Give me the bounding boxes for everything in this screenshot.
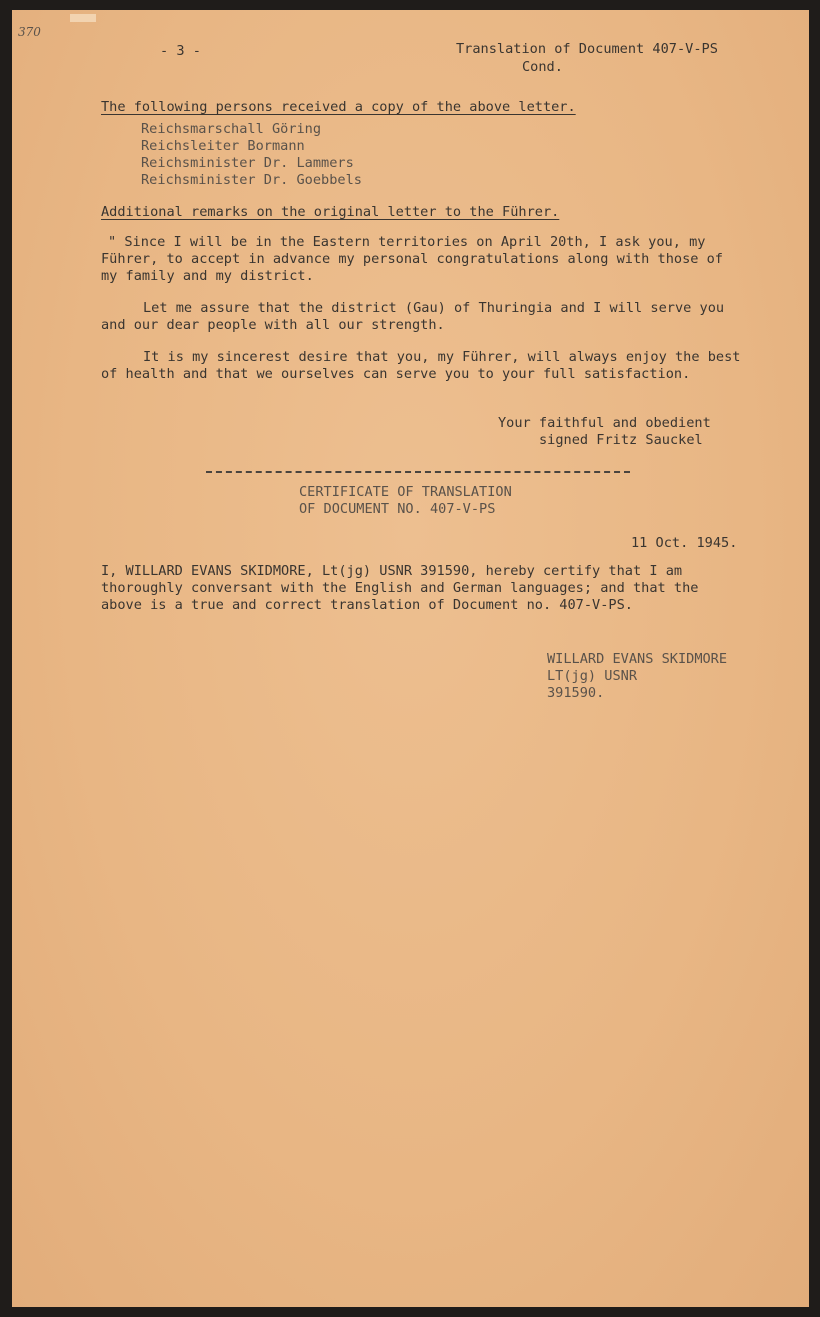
certificate-date: 11 Oct. 1945. (631, 535, 738, 551)
certificate-title: OF DOCUMENT NO. 407-V-PS (299, 501, 496, 517)
closing-line: Your faithful and obedient (498, 415, 711, 431)
document-subtitle: Cond. (522, 59, 563, 75)
translator-name: WILLARD EVANS SKIDMORE (547, 651, 728, 667)
margin-note: 370 (18, 25, 41, 39)
remarks-paragraph-line: Führer, to accept in advance my personal congratulations along with those of (101, 251, 723, 267)
closing-signature: signed Fritz Sauckel (539, 432, 703, 448)
recipients-heading: The following persons received a copy of the above letter. (101, 99, 576, 115)
remarks-heading: Additional remarks on the original letter to the Führer. (101, 204, 560, 220)
page-number: - 3 - (160, 43, 201, 59)
dashed-divider (206, 471, 630, 473)
remarks-paragraph-line: " Since I will be in the Eastern territories on April 20th, I ask you, my (108, 234, 706, 250)
certificate-body-line: thoroughly conversant with the English and German languages; and that the (101, 580, 699, 596)
translator-rank: LT(jg) USNR (547, 668, 638, 684)
recipient-name: Reichsminister Dr. Goebbels (141, 172, 362, 188)
document-title: Translation of Document 407-V-PS (456, 41, 718, 57)
recipient-name: Reichsminister Dr. Lammers (141, 155, 354, 171)
recipient-name: Reichsmarschall Göring (141, 121, 322, 137)
remarks-paragraph-line: my family and my district. (101, 268, 314, 284)
paper-tab-mark (70, 14, 96, 22)
remarks-paragraph-line: It is my sincerest desire that you, my Führer, will always enjoy the best (143, 349, 741, 365)
remarks-paragraph-line: Let me assure that the district (Gau) of Thuringia and I will serve you (143, 300, 725, 316)
remarks-paragraph-line: of health and that we ourselves can serve you to your full satisfaction. (101, 366, 691, 382)
certificate-title: CERTIFICATE OF TRANSLATION (299, 484, 512, 500)
document-page (12, 10, 809, 1307)
recipient-name: Reichsleiter Bormann (141, 138, 305, 154)
remarks-paragraph-line: and our dear people with all our strength. (101, 317, 445, 333)
certificate-body-line: above is a true and correct translation of Document no. 407-V-PS. (101, 597, 633, 613)
translator-serial: 391590. (547, 685, 605, 701)
certificate-body-line: I, WILLARD EVANS SKIDMORE, Lt(jg) USNR 391590, hereby certify that I am (101, 563, 683, 579)
